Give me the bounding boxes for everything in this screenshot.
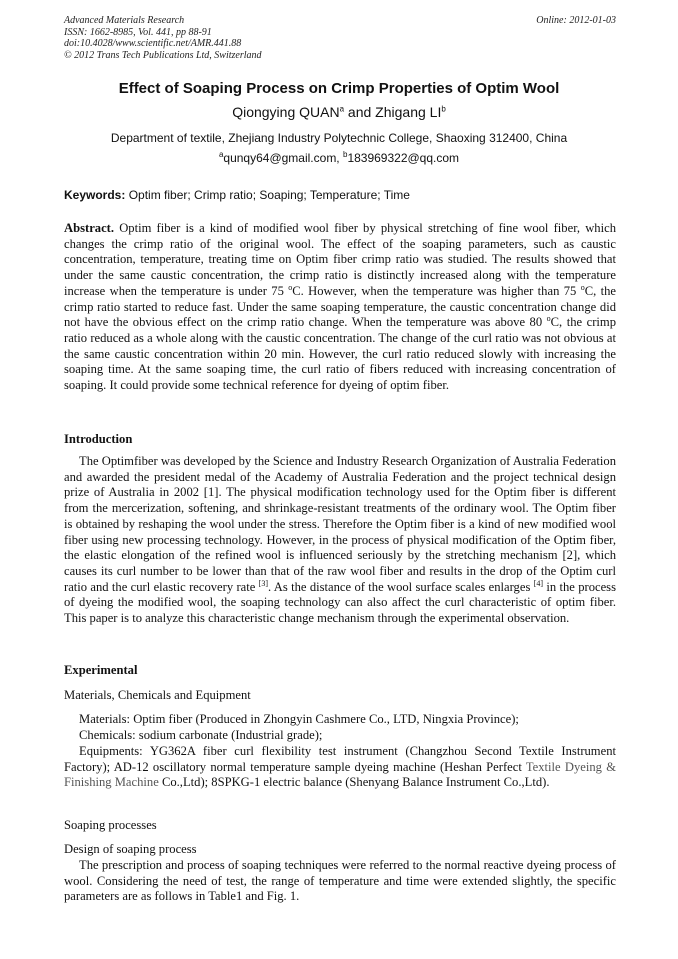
online-date: Online: 2012-01-03	[536, 15, 616, 26]
intro-text-1: The Optimfiber was developed by the Science and Industry Research Organization of Australia Federation and awarded the president medal of the Academy of Australia Federation and the project technical design prize of Australia in 2002 [1]. The physical modification technology used for the Optim fiber is different from the mercerization, softening, and shrinkage-resistant treatments of the ordinary wool. The Optim fiber is obtained by reshaping the wool under the stress. Therefore the Optim fiber is a kind of new modified wool fiber using new processing technology. However, in the process of physical modification of the Optim fiber, the elastic elongation of the refined wool is influenced seriously by the stretching mechanism [2], which causes its curl number to be lower than that of the raw wool fiber and results in the drop of the Optim curl ratio and the curl elastic recovery rate	[64, 454, 616, 594]
author-2-sup: b	[441, 104, 446, 114]
ref-4: [4]	[533, 578, 544, 588]
journal-issn: ISSN: 1662-8985, Vol. 441, pp 88-91	[64, 26, 212, 38]
author-line	[0, 104, 678, 120]
email-a: qunqy64@gmail.com,	[223, 151, 343, 165]
ref-3: [3]	[258, 578, 268, 588]
keywords-text: Optim fiber; Crimp ratio; Soaping; Temperature; Time	[125, 188, 410, 202]
degree-sup-3: o	[546, 314, 551, 324]
abstract-label: Abstract.	[64, 221, 115, 235]
author-and: and	[344, 104, 376, 120]
email-b-sup: b	[342, 150, 348, 159]
affiliation: Department of textile, Zhejiang Industry Polytechnic College, Shaoxing 312400, China	[110, 131, 568, 145]
intro-text-3: in the process of dyeing the modified wool, the soaping technology can also affect the curl characteristic of optim fiber. This paper is to analyze this characteristic change mechanism through the experimental observation.	[64, 579, 616, 626]
degree-sup-2: o	[580, 282, 585, 292]
equipment-text	[64, 744, 616, 791]
intro-text-2: . As the distance of the wool surface scales enlarges	[268, 579, 534, 594]
email-a-sup: a	[218, 150, 224, 159]
author-1-sup: a	[339, 104, 345, 114]
materials-subheading: Materials, Chemicals and Equipment	[64, 688, 251, 702]
abstract-text-2: C. However, when the temperature was higher than 75	[292, 283, 581, 298]
design-subheading: Design of soaping process	[64, 842, 197, 856]
experimental-heading: Experimental	[64, 663, 138, 677]
keywords	[64, 188, 616, 202]
author-2: Zhigang LI	[375, 104, 442, 120]
abstract-text-4: C, the crimp ratio reduced as a whole along with the caustic concentration. The change of the curl ratio was not obvious at the same caustic concentration within 20 min. However, the curl ratio reduced slowly with increasing the soaping time. At the same soaping time, the curl ratio of fibers reduced with increasing concentration of soaping. It could provide some technical reference for dyeing of optim fiber.	[64, 315, 616, 393]
email-line	[0, 151, 678, 165]
journal-copyright: © 2012 Trans Tech Publications Ltd, Switzerland	[64, 49, 262, 61]
equipment-text-1: Equipments: YG362A fiber curl flexibility test instrument (Changzhou Second Textile Instrument Factory); AD-12 oscillatory normal temperature sample dyeing machine (Heshan Perfect	[64, 744, 616, 774]
abstract-text-1: Optim fiber is a kind of modified wool fiber by physical stretching of fine wool fiber, which changes the crimp ratio of the original wool. The effect of the soaping parameters, such as caustic concentration, temperature, treating time on Optim fiber crimp ratio was studied. The results showed that under the same caustic concentration, the crimp ratio is distinctly increased along with the temperature increase when the temperature is under 75	[64, 221, 616, 298]
materials-line: Materials: Optim fiber (Produced in Zhongyin Cashmere Co., LTD, Ningxia Province);	[79, 712, 519, 726]
introduction-heading: Introduction	[64, 432, 133, 446]
chemicals-line: Chemicals: sodium carbonate (Industrial grade);	[79, 728, 323, 742]
equipment-text-2: Co.,Ltd); 8SPKG-1 electric balance (Shenyang Balance Instrument Co.,Ltd).	[158, 775, 550, 790]
keywords-label: Keywords:	[64, 188, 126, 202]
abstract	[64, 221, 616, 394]
equipment-text-gray: Textile Dyeing & Finishing Machine	[64, 759, 617, 790]
email-b: 183969322@qq.com	[347, 151, 460, 165]
degree-sup-1: o	[288, 282, 293, 292]
journal-name: Advanced Materials Research	[64, 15, 185, 26]
design-text: The prescription and process of soaping techniques were referred to the normal reactive dyeing process of wool. Considering the need of test, the range of temperature and time were extended slightly, the specific parameters are as follows in Table1 and Fig. 1.	[64, 858, 616, 904]
author-1: Qiongying QUAN	[232, 104, 340, 120]
journal-doi: doi:10.4028/www.scientific.net/AMR.441.88	[64, 38, 242, 49]
journal-header	[64, 15, 616, 61]
abstract-text-3: C, the crimp ratio started to reduce fast. Under the same soaping temperature, the caustic concentration change did not have the obvious effect on the crimp ratio change. When the temperature was above 80	[64, 283, 616, 330]
introduction-text	[64, 454, 616, 627]
paper-title: Effect of Soaping Process on Crimp Properties of Optim Wool	[118, 80, 560, 97]
soaping-subheading: Soaping processes	[64, 818, 157, 832]
